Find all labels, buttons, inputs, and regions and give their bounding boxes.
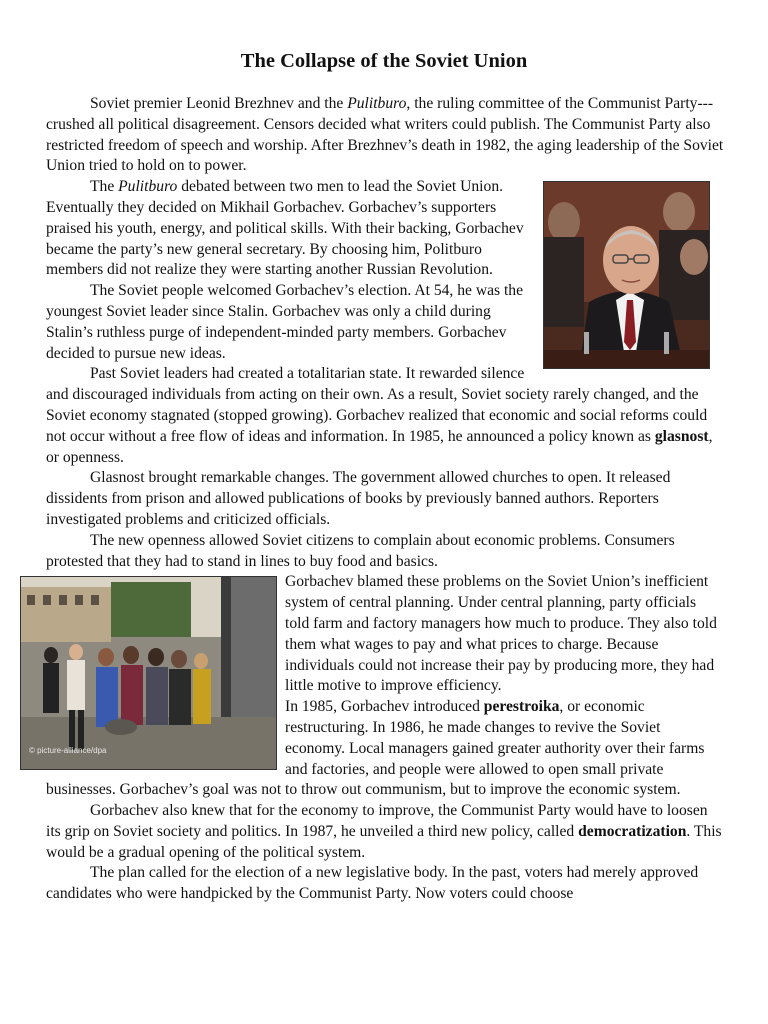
document-title: The Collapse of the Soviet Union <box>240 50 528 72</box>
text-run: . This would be a gradual opening of the political system. <box>46 822 722 861</box>
paragraph-4 <box>46 364 724 468</box>
paragraph-5: Glasnost brought remarkable changes. The government allowed churches to open. It released dissidents from prison and allowed publications of books by previously banned authors. Reporters investigated problems and criticized officials. <box>46 469 671 528</box>
text-run: The <box>90 178 119 196</box>
text-run: , the ruling committee of the Communist Party---crushed all political disagreement. Censors decided what writers could publish. The Communist Party also restricted freedom of speech and worship. After Brezhnev’s death in 1982, the aging leadership of the Soviet Union tried to hold on to power. <box>46 95 724 175</box>
gorbachev-photo <box>543 181 710 369</box>
text-run: Past Soviet leaders had created a totalitarian state. It rewarded silence and discouraged individuals from acting on their own. As a result, Soviet society rarely changed, and the Soviet economy stagnated (stopped growing). Gorbachev realized that economic and social reforms could not occur without a free flow of ideas and information. In 1985, he announced a policy known as <box>46 365 708 445</box>
paragraph-3: The Soviet people welcomed Gorbachev’s election. At 54, he was the youngest Soviet leader since Stalin. Gorbachev was only a child during Stalin’s ruthless purge of independent-minded party members. Gorbachev decided to pursue new ideas. <box>46 282 524 362</box>
bold-term: democratization <box>578 822 687 840</box>
bold-term: glasnost <box>654 427 709 445</box>
text-run: In 1985, Gorbachev introduced <box>285 698 484 716</box>
italic-term: Pulitburo <box>347 95 407 112</box>
text-run: Soviet premier Leonid Brezhnev and the <box>90 95 348 112</box>
text-run: Gorbachev also knew that for the economy to improve, the Communist Party would have to loosen its grip on Soviet society and politics. In 1987, he unveiled a third new policy, called <box>46 802 708 840</box>
paragraph-1 <box>46 94 724 177</box>
paragraph-7: Gorbachev blamed these problems on the Soviet Union’s inefficient system of central planning. Under central planning, party officials told farm and factory managers how much to produce. They also told them what wages to pay and what prices to charge. Because individuals could not increase their pay by producing more, they had little motive to improve efficiency. <box>285 573 717 695</box>
text-run: debated between two men to lead the Soviet Union. Eventually they decided on Mikhail Gorbachev. Gorbachev’s supporters praised his youth, energy, and political skills. With their backing, Gorbachev became the party’s new general secretary. By choosing him, Politburo members did not realize they were starting another Russian Revolution. <box>46 178 524 279</box>
paragraph-10: The plan called for the election of a new legislative body. In the past, voters had merely approved candidates who were handpicked by the Communist Party. Now voters could choose <box>46 864 699 903</box>
bold-term: perestroika <box>483 698 560 716</box>
paragraph-9 <box>46 801 724 863</box>
text-run: , or economic restructuring. In 1986, he made changes to revive the Soviet economy. Local managers gained greater authority over their farms and factories, and people were allowed to open small private businesses. Gorbachev’s goal was not to throw out communism, but to improve the economic system. <box>46 698 705 799</box>
paragraph-6: The new openness allowed Soviet citizens to complain about economic problems. Consumers protested that they had to stand in lines to buy food and basics. <box>46 531 675 570</box>
document-body <box>29 94 724 905</box>
photo-credit: © picture-alliance/dpa <box>29 745 107 755</box>
text-run: , or openness. <box>46 427 713 466</box>
food-queue-photo <box>20 576 277 770</box>
italic-term: Pulitburo <box>118 178 178 196</box>
